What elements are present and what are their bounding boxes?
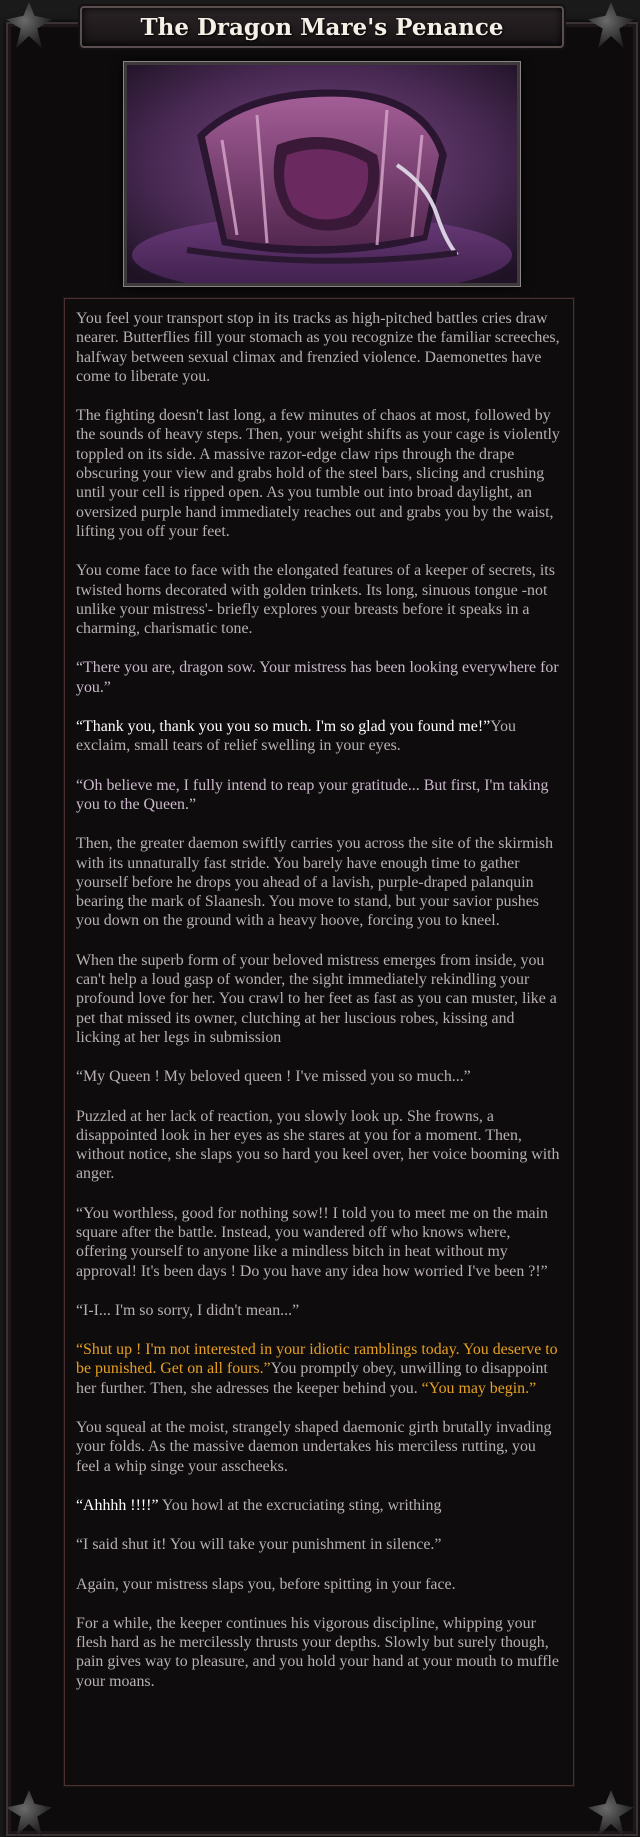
narration-paragraph: When the superb form of your beloved mistress emerges from inside, you can't help a loud gasp of wonder, the sight immediately rekindling your profound love for her. You crawl to her feet as fast as you can muster, like a pet that missed its owner, clutching at her luscious robes, kissing and licking at her legs in submission bbox=[76, 951, 557, 1046]
dragon-cage-illustration bbox=[127, 65, 517, 283]
player-dialogue-paragraph bbox=[76, 717, 561, 756]
player-dialogue: “My Queen ! My beloved queen ! I've missed you so much...” bbox=[76, 1068, 471, 1086]
narration-paragraph: The fighting doesn't last long, a few minutes of chaos at most, followed by the sounds of heavy steps. Then, your weight shifts as your cage is violently toppled on its side. A massive razor-edge claw rips through the drape obscuring your view and grabs hold of the steel bars, slicing and crushing until your cell is ripped open. As you tumble out into broad daylight, an oversized purple hand immediately reaches out and grabs you by the waist, lifting you off your feet. bbox=[76, 407, 560, 540]
queen-dialogue-paragraph bbox=[76, 1340, 561, 1398]
narration-paragraph: Again, your mistress slaps you, before spitting in your face. bbox=[76, 1575, 456, 1593]
event-text bbox=[64, 298, 574, 1786]
player-dialogue: “I-I... I'm so sorry, I didn't mean...” bbox=[76, 1301, 300, 1319]
title-bar bbox=[80, 6, 564, 48]
narration-paragraph: You squeal at the moist, strangely shaped daemonic girth brutally invading your folds. As the massive daemon undertakes his merciless rutting, you feel a whip singe your asscheeks. bbox=[76, 1419, 552, 1475]
event-title: The Dragon Mare's Penance bbox=[140, 13, 504, 41]
narration-text: You promptly obey, unwilling to disappoint her further. Then, she adresses the keeper behind you. bbox=[76, 1360, 548, 1397]
queen-dialogue: “I said shut it! You will take your punishment in silence.” bbox=[76, 1536, 442, 1554]
queen-dialogue: “Shut up ! I'm not interested in your idiotic ramblings today. You deserve to be punished. Get on all fours.” bbox=[76, 1341, 558, 1378]
player-dialogue-paragraph bbox=[76, 1496, 561, 1515]
queen-dialogue: “You worthless, good for nothing sow!! I told you to meet me on the main square after the battle. Instead, you wandered off who knows where, offering yourself to anyone like a mindless bitch in heat without my approval! It's been days ! Do you have any idea how worried I've been ?!” bbox=[76, 1204, 548, 1280]
narration-paragraph: For a while, the keeper continues his vigorous discipline, whipping your flesh hard as he mercilessly thrusts your depths. Slowly but surely though, pain gives way to pleasure, and you hold your hand at your mouth to muffle your moans. bbox=[76, 1614, 559, 1690]
narration-paragraph: Then, the greater daemon swiftly carries you across the site of the skirmish with its unnaturally fast stride. You barely have enough time to gather yourself before he drops you ahead of a lavish, purple-draped palanquin bearing the mark of Slaanesh. You move to stand, but your savior pushes you down on the ground with a heavy hoove, forcing you to kneel. bbox=[76, 835, 554, 930]
player-dialogue: “Ahhhh !!!!” bbox=[76, 1496, 159, 1514]
narration-paragraph: Puzzled at her lack of reaction, you slowly look up. She frowns, a disappointed look in her eyes as she stares at you for a moment. Then, without notice, she slaps you so hard you keel over, her voice booming with anger. bbox=[76, 1107, 560, 1183]
event-illustration bbox=[124, 62, 520, 286]
keeper-dialogue: “There you are, dragon sow. Your mistress has been looking everywhere for you.” bbox=[76, 659, 559, 696]
queen-dialogue: “You may begin.” bbox=[421, 1379, 537, 1397]
narration-text: You howl at the excruciating sting, writhing bbox=[158, 1496, 442, 1514]
player-dialogue: “Thank you, thank you you so much. I'm so glad you found me!” bbox=[76, 718, 491, 736]
narration-text: You exclaim, small tears of relief swelling in your eyes. bbox=[76, 718, 516, 755]
narration-paragraph: You come face to face with the elongated features of a keeper of secrets, its twisted horns decorated with golden trinkets. Its long, sinuous tongue -not unlike your mistress'- briefly explores your breasts before it speaks in a charming, charismatic tone. bbox=[76, 562, 555, 638]
narration-paragraph: You feel your transport stop in its tracks as high-pitched battles cries draw nearer. Butterflies fill your stomach as you recognize the familiar screeches, halfway between sexual climax and frenzied violence. Daemonettes have come to liberate you. bbox=[76, 310, 560, 385]
keeper-dialogue: “Oh believe me, I fully intend to reap your gratitude... But first, I'm taking you to the Queen.” bbox=[76, 776, 549, 813]
